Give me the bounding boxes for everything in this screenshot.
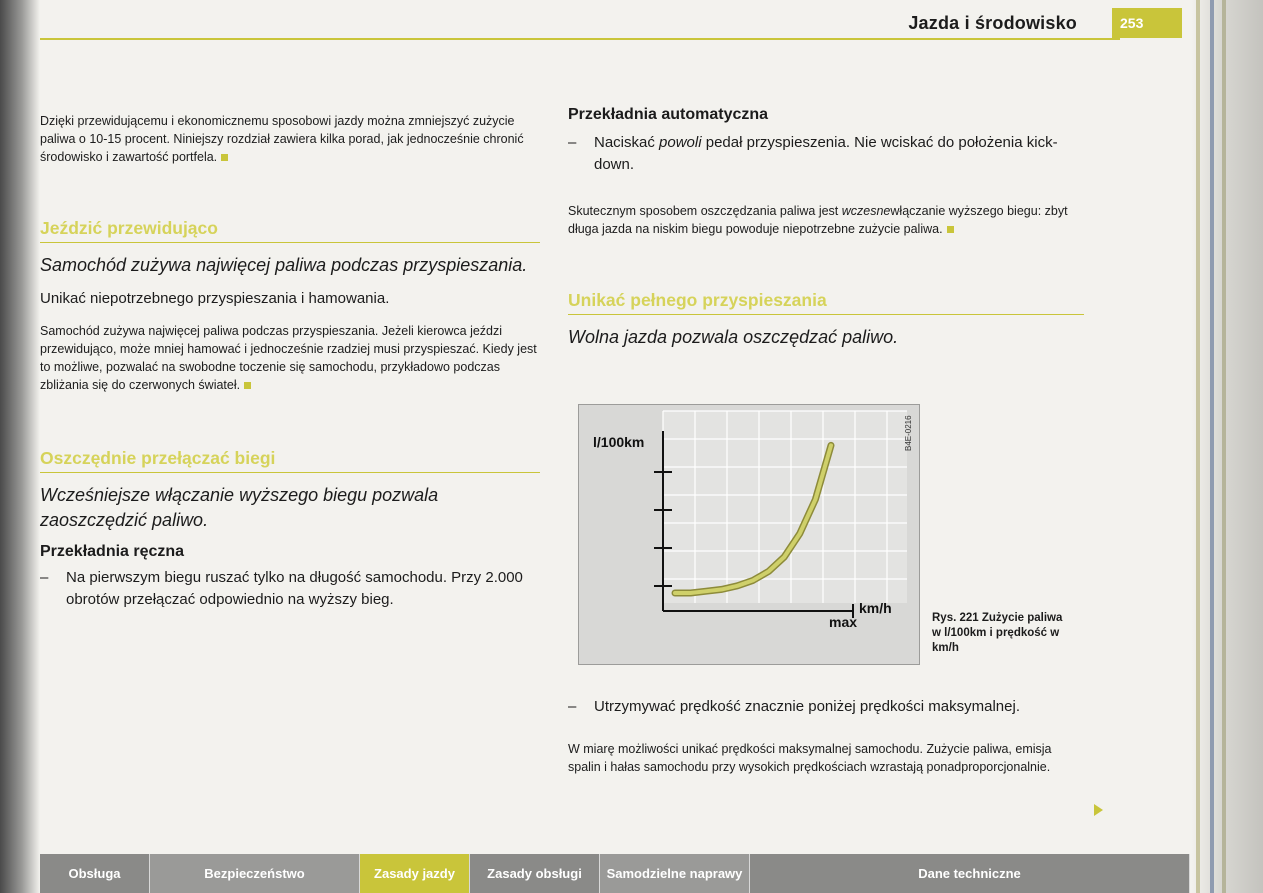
header-title: Jazda i środowisko xyxy=(908,13,1077,33)
footer-tab[interactable]: Zasady jazdy xyxy=(360,854,470,893)
right-column-lower xyxy=(568,696,1084,776)
section-intro-italic: Wcześniejsze włączanie wyższego biegu pozwala zaoszczędzić paliwo. xyxy=(40,485,439,530)
figure-code: B4E-0216 xyxy=(904,415,913,451)
chart-svg xyxy=(579,405,919,664)
end-mark xyxy=(221,154,228,161)
edge-strip xyxy=(1222,0,1226,893)
section-intro-italic: Wolna jazda pozwala oszczędzać paliwo. xyxy=(568,327,899,347)
footer-tab[interactable]: Dane techniczne xyxy=(750,854,1190,893)
edge-strip xyxy=(1210,0,1214,893)
page-edge-right xyxy=(1191,0,1263,893)
section-intro-italic: Samochód zużywa najwięcej paliwa podczas przyspieszania. xyxy=(40,255,528,275)
dash-bullet: – xyxy=(568,698,577,715)
footer-tab[interactable]: Zasady obsługi xyxy=(470,854,600,893)
footer-tab[interactable]: Samodzielne naprawy xyxy=(600,854,750,893)
y-axis-label: l/100km xyxy=(593,434,645,450)
next-page-arrow-icon xyxy=(1094,804,1103,816)
subheading: Przekładnia ręczna xyxy=(40,543,185,560)
plot-area xyxy=(663,411,907,603)
dash-bullet: – xyxy=(568,134,577,151)
dash-bullet: – xyxy=(40,569,49,586)
end-mark xyxy=(947,226,954,233)
list-item: – Na pierwszym biegu ruszać tylko na długość samochodu. Przy 2.000 obrotów przełączać odpowiednio na wyższy bieg. xyxy=(40,569,523,608)
subheading: Przekładnia automatyczna xyxy=(568,106,769,123)
intro-paragraph: Dzięki przewidującemu i ekonomicznemu sposobowi jazdy można zmniejszyć zużycie paliwa o 10-15 procent. Niniejszy rozdział zawiera kilka porad, jak jednocześnie chronić środowisko i zawartość portfela. xyxy=(40,114,524,164)
lead-sentence: Unikać niepotrzebnego przyspieszania i hamowania. xyxy=(40,290,390,307)
body-paragraph: W miarę możliwości unikać prędkości maksymalnej samochodu. Zużycie paliwa, emisja spalin i hałas samochodu przy wysokich prędkościach wzrastają ponadproporcjonalnie. xyxy=(568,742,1052,774)
footer-tabs xyxy=(40,854,1190,893)
footer-tab[interactable]: Bezpieczeństwo xyxy=(150,854,360,893)
body-paragraph: Samochód zużywa najwięcej paliwa podczas przyspieszania. Jeżeli kierowca jeździ przewidująco, może mniej hamować i jednocześnie rzadziej musi przyspieszać. Kiedy jest to możliwe, pozwalać na swobodne toczenie się samochodu, przykładowo podczas zbliżania się do czerwonych świateł. xyxy=(40,324,537,392)
x-axis-annotation: max xyxy=(829,614,858,630)
section-heading: Oszczędnie przełączać biegi xyxy=(40,448,540,473)
figure-caption: Rys. 221 Zużycie paliwa w l/100km i prędkość w km/h xyxy=(932,612,1063,654)
header-rule xyxy=(40,38,1120,40)
page-shadow-left xyxy=(0,0,40,893)
consumption-chart xyxy=(578,404,920,665)
body-paragraph: Skutecznym sposobem oszczędzania paliwa jest wczesnewłączanie wyższego biegu: zbyt długa jazda na niskim biegu powoduje niepotrzebne zużycie paliwa. xyxy=(568,204,1068,236)
left-column xyxy=(40,112,540,611)
list-item: – Utrzymywać prędkość znacznie poniżej prędkości maksymalnej. xyxy=(568,696,1084,718)
end-mark xyxy=(244,382,251,389)
x-axis-label: km/h xyxy=(859,600,892,616)
list-item: – Naciskać powoli pedał przyspieszenia. Nie wciskać do położenia kick-down. xyxy=(568,134,1058,173)
section-heading: Unikać pełnego przyspieszania xyxy=(568,290,1084,315)
section-heading: Jeździć przewidująco xyxy=(40,218,540,243)
right-column xyxy=(568,106,1084,350)
page-number: 253 xyxy=(1112,8,1182,38)
edge-strip xyxy=(1196,0,1200,893)
footer-tab[interactable]: Obsługa xyxy=(40,854,150,893)
